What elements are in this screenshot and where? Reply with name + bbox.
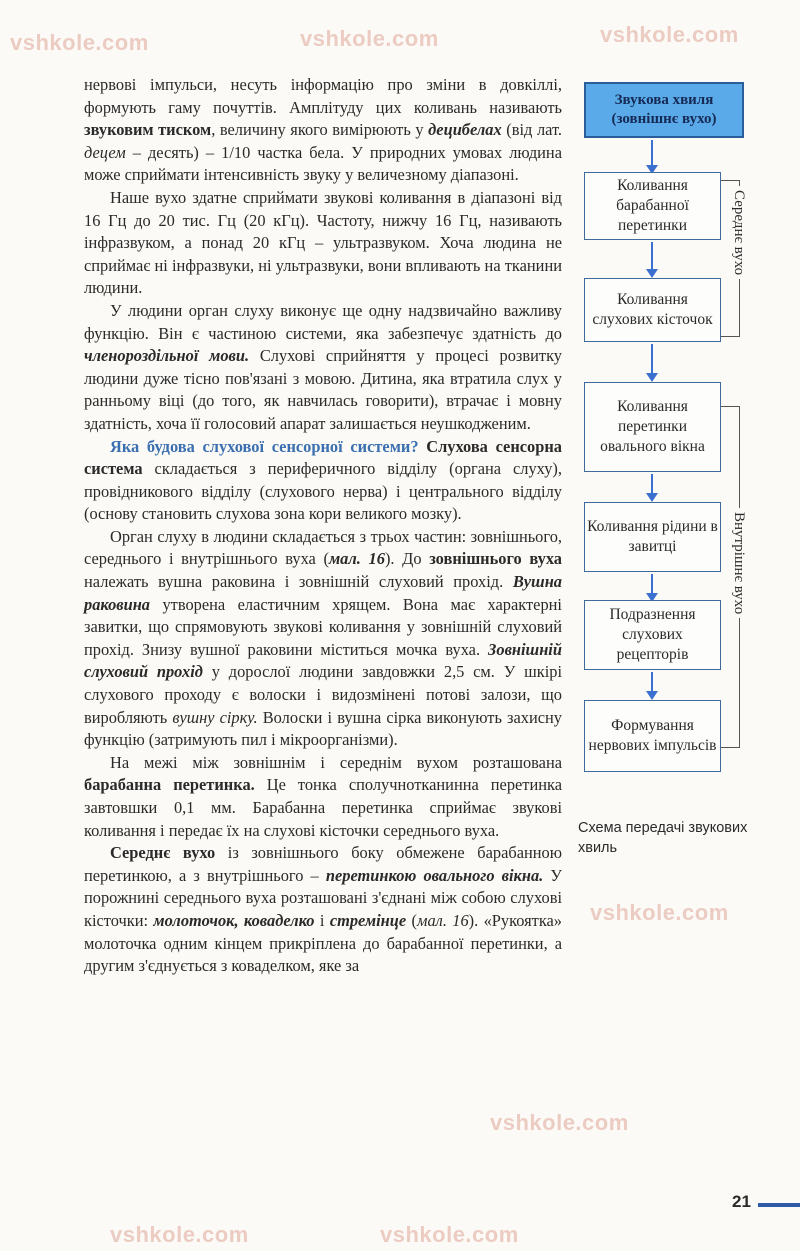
text: із зовнішнього боку обмежене барабанною перетинкою, а з внутрішнього – [84, 843, 562, 885]
text: (від лат. [506, 120, 562, 140]
watermark: vshkole.com [110, 1222, 249, 1247]
text: Слухові сприйняття у процесі розвитку людини дуже тісно пов'язані з мовою. Дитина, яка втратила слух у ранньому віці (до того, як навчилась говорити), втрачає і мовну здатність, хоча її голосовий апарат залишається неушкодженим. [84, 346, 562, 433]
term: членороздільної мови. [84, 346, 250, 366]
term: децем [84, 142, 126, 162]
text: Орган слуху в людини складається з трьох частин: зовнішнього, середнього і внутрішнього вуха ( [84, 526, 562, 569]
term: звуковим тиском [84, 120, 212, 140]
figure-ref: мал. 16 [417, 910, 469, 930]
main-text [84, 74, 562, 978]
text: – десять) – 1/10 частка бела. У природних умовах людина може сприймати інтенсивність звуку у величезному діапазоні. [84, 142, 562, 185]
paragraph [84, 436, 562, 526]
term: децибелах [428, 120, 502, 140]
text: Волоски і вушна сірка виконують захисну функцію (затримують пил і мікроорганізми). [84, 707, 562, 750]
arrow-down-icon [651, 672, 653, 692]
arrow-down-icon [651, 140, 653, 166]
page-number-rule [758, 1203, 800, 1207]
flow-step-2: Коливання слухових кісточок [584, 278, 721, 342]
term: барабанна перетинка. [84, 775, 255, 795]
watermark: vshkole.com [380, 1222, 519, 1247]
text: Наше вухо здатне сприймати звукові коливання в діапазоні від 16 Гц до 20 тис. Гц (20 кГц). Частоту, нижчу 16 Гц, називають інфразвуком, а понад 20 кГц – ультразвуком. Хоча людина не сприймає ні інфразвуки, ні ультразвуки, вони впливають на тканини людини. [84, 187, 562, 298]
text: ). «Рукоятка» молоточка одним кінцем прикріплена до барабанної перетинки, а другим з'єднується з коваделком, яке за [84, 910, 562, 976]
text: , величину якого вимірюють у [211, 120, 424, 140]
watermark: vshkole.com [590, 900, 729, 925]
arrow-down-icon [651, 474, 653, 494]
paragraph [84, 526, 562, 752]
text: належать вушна раковина і зовнішній слуховий прохід. [84, 572, 504, 592]
watermark: vshkole.com [490, 1110, 629, 1135]
text: ). До [384, 549, 422, 569]
term: стремінце [329, 910, 407, 930]
watermark: vshkole.com [10, 30, 149, 55]
term: зовнішнього вуха [429, 549, 563, 569]
arrow-down-icon [651, 344, 653, 374]
inner-ear-label: Внутрішнє вухо [730, 508, 747, 618]
text: і [319, 910, 325, 930]
text: нервові імпульси, несуть інформацію про зміни в довкіллі, формують гаму почуттів. Амплітуду цих коливань називають [84, 75, 562, 117]
flow-step-1: Коливання барабанної перетинки [584, 172, 721, 240]
page-number: 21 [732, 1192, 751, 1211]
term: молоточок, коваделко [153, 910, 315, 930]
text: У порожнині середнього вуха розташовані з'єднані між собою слухові кісточки: [84, 865, 562, 930]
middle-ear-label: Середнє вухо [730, 186, 747, 279]
paragraph [84, 300, 562, 436]
text: У людини орган слуху виконує ще одну надзвичайно важливу функцію. Він є частиною системи, яка забезпечує здатність до [84, 300, 562, 343]
paragraph [84, 842, 562, 978]
paragraph [84, 752, 562, 842]
arrow-down-icon [651, 242, 653, 270]
text: утворена еластичним хрящем. Вона має характерні завитки, що спрямовують звукові коливання у зовнішній слуховий прохід. Знизу вушної раковини міститься мочка вуха. [84, 594, 562, 659]
term: Слухова сенсорна система [84, 436, 562, 479]
diagram-caption: Схема передачі звукових хвиль [578, 820, 748, 856]
arrow-down-icon [651, 574, 653, 594]
text: складається з периферичного відділу (органа слуху), провідникового відділу (слухового нерва) і центрального відділу (основу становить слухова зона кори великого мозку). [84, 459, 562, 524]
term: перетинкою овального вікна. [325, 865, 544, 885]
sound-wave-box: Звукова хвиля (зовнішнє вухо) [584, 82, 744, 138]
text: у дорослої людини завдовжки 2,5 см. У шкірі слухового проходу є волоски і видозмінені потові залози, що виробляють [84, 662, 562, 727]
watermark: vshkole.com [600, 22, 739, 47]
watermark: vshkole.com [300, 26, 439, 51]
term: вушну сірку. [172, 707, 258, 727]
flow-step-4: Коливання рідини в завитці [584, 502, 721, 572]
paragraph [84, 74, 562, 187]
term: Зовнішній слуховий прохід [84, 639, 562, 682]
text: На межі між зовнішнім і середнім вухом розташована [110, 752, 562, 772]
flow-step-3: Коливання перетинки овального вікна [584, 382, 721, 472]
flow-step-6: Формування нервових імпульсів [584, 700, 721, 772]
term: Вушна раковина [84, 572, 562, 614]
flow-step-5: Подразнення слухових рецепторів [584, 600, 721, 670]
figure-ref: мал. 16 [328, 549, 385, 569]
text: ( [411, 910, 418, 930]
term: Середнє вухо [110, 843, 216, 863]
section-question: Яка будова слухової сенсорної системи? [110, 436, 419, 456]
sound-transmission-diagram [570, 70, 800, 870]
paragraph [84, 187, 562, 300]
text: Це тонка сполучнотканинна перетинка завтовшки 0,1 мм. Барабанна перетинка сприймає звукові коливання і передає їх на слухові кісточки середнього вуха. [84, 775, 562, 840]
